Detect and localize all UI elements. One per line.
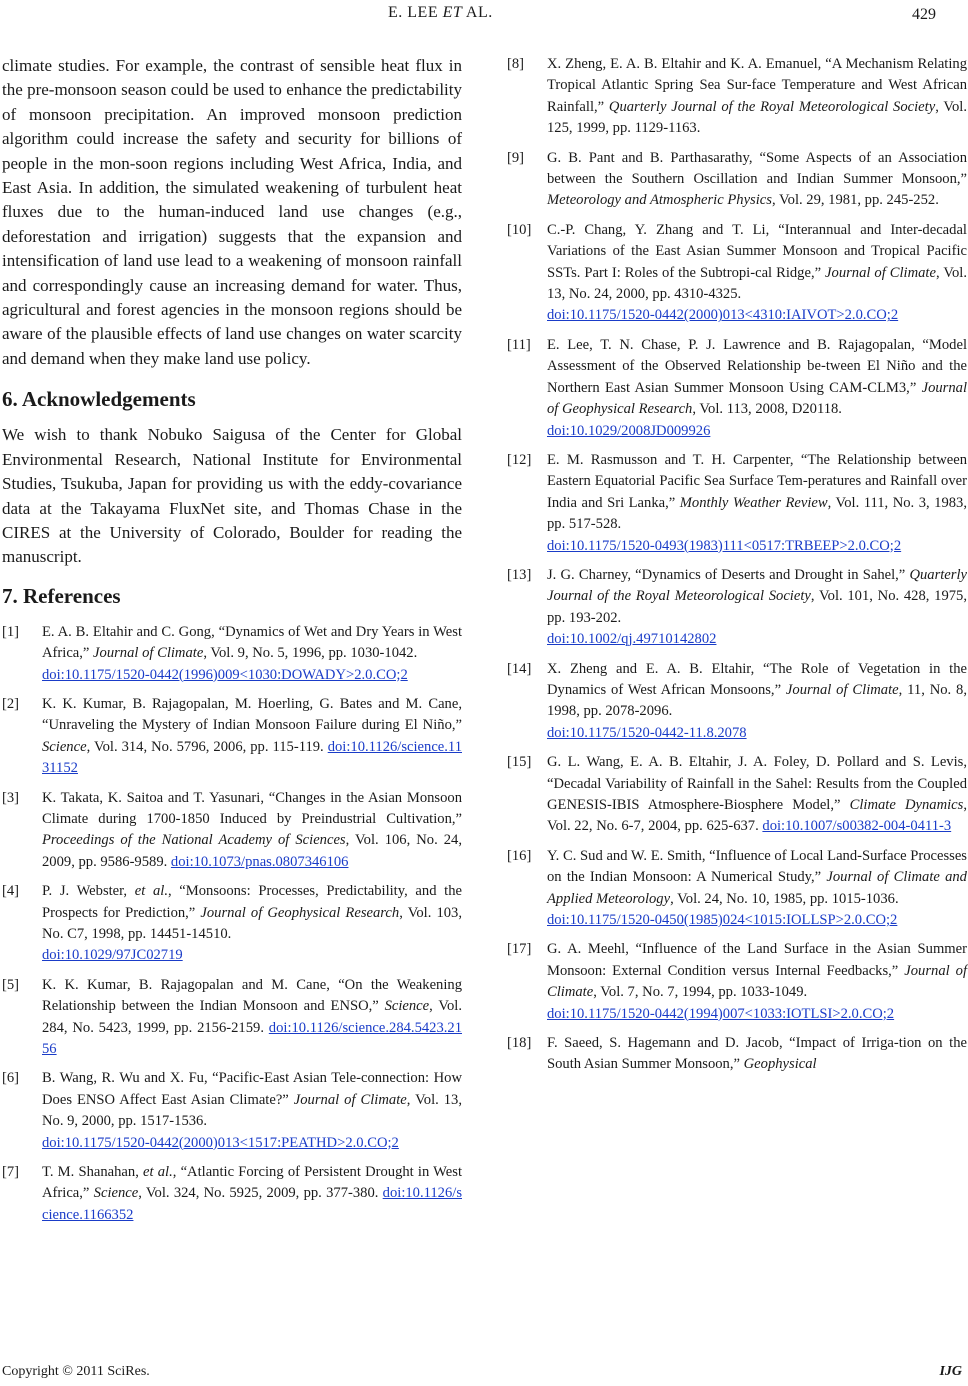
body-paragraph: climate studies. For example, the contrast of sensible heat flux in the pre-monsoon season could be used to enhance the predictability of monsoon precipitation. An improved monsoon prediction algorithm could increase the safety and security for billions of people in the mon-soon regions including West Africa, India, and East Asia. In addition, the simulated weakening of turbulent heat fluxes due to the human-induced land use changes (e.g., deforestation and irrigation) suggests that the expansion and intensification of land use lead to a weakening of monsoon rainfall and correspondingly cause an increasing demand for water. Thus, agricultural and forest agencies in the monsoon regions should be aware of the plausible effects of land use changes on water scarcity and demand when they make land use policy. (2, 56, 462, 368)
doi-link[interactable]: doi:10.1175/1520-0442(2000)013<4310:IAIVOT>2.0.CO;2 (547, 307, 899, 324)
reference-number: [5] (2, 976, 20, 993)
reference-journal: Journal of Climate (93, 645, 204, 662)
reference-text (547, 54, 967, 140)
reference-authors-title: Y. C. Sud and W. E. Smith, “Influence of Local Land-Surface Processes on the Indian Monsoon: A Numerical Study,” (547, 847, 967, 886)
reference-item (2, 881, 462, 967)
reference-authors-title: E. Lee, T. N. Chase, P. J. Lawrence and B. Rajagopalan, “Model Assessment of the Observed Relationship be-tween El Niño and the Northern East Asian Summer Monsoon Using CAM-CLM3,” (547, 336, 967, 396)
reference-list-left (2, 622, 462, 1227)
reference-authors-title: X. Zheng, E. A. B. Eltahir and K. A. Emanuel, “A Mechanism Relating Tropical Atlantic Spring Sea Sur-face Temperature and West African Rainfall,” (547, 56, 967, 115)
reference-item (2, 788, 462, 874)
doi-link[interactable]: doi:10.1175/1520-0442(2000)013<1517:PEATHD>2.0.CO;2 (42, 1134, 399, 1151)
reference-item (507, 752, 967, 838)
reference-item (507, 565, 967, 651)
reference-details: , Vol. 314, No. 5796, 2006, pp. 115-119. (86, 738, 328, 755)
reference-text (547, 659, 967, 745)
reference-text (547, 220, 967, 327)
doi-link[interactable]: doi:10.1073/pnas.0807346106 (170, 853, 349, 870)
reference-text (42, 788, 462, 874)
reference-authors-title: G. A. Meehl, “Influence of the Land Surface in the Asian Summer Monsoon: External Condition versus Internal Feedbacks,” (547, 941, 967, 979)
running-header (0, 4, 968, 24)
author-name: E. LEE (388, 4, 439, 21)
journal-abbrev: IJG (939, 1364, 962, 1379)
reference-number: [14] (507, 660, 532, 677)
reference-details: , 11, No. 8, 1998, pp. 2078-2096. (547, 681, 967, 720)
reference-number: [8] (507, 56, 525, 72)
reference-text (547, 1033, 967, 1076)
reference-authors-title: X. Zheng and E. A. B. Eltahir, “The Role of Vegetation in the Dynamics of West African Monsoons,” (547, 660, 967, 698)
reference-item (507, 335, 967, 442)
reference-number: [3] (2, 789, 20, 806)
doi-link[interactable]: doi:10.1029/2008JD009926 (547, 422, 711, 439)
reference-journal: Journal of Climate (547, 962, 967, 1001)
doi-link[interactable]: doi:10.1175/1520-0450(1985)024<1015:IOLLSP>2.0.CO;2 (547, 912, 898, 929)
reference-authors-title: E. M. Rasmusson and T. H. Carpenter, “The Relationship between Eastern Equatorial Pacific Sea Surface Tem-peratures and Rainfall over India and Sri Lanka,” (547, 451, 967, 511)
reference-item (507, 220, 967, 327)
reference-authors-title: K. Takata, K. Saitoa and T. Yasunari, “Changes in the Asian Monsoon Climate during 1700-1850 Induced by Preindustrial Cultivation,” (42, 789, 462, 827)
reference-journal: Journal of Climate (293, 1091, 407, 1108)
reference-authors-title: K. K. Kumar, B. Rajagopalan and M. Cane, “On the Weakening Relationship between the Indian Monsoon and ENSO,” (42, 976, 462, 1015)
reference-details: , Vol. 113, 2008, D20118. (692, 401, 842, 418)
reference-title: , “Atlantic Forcing of Persistent Drought in West Africa,” (42, 1164, 462, 1202)
reference-number: [12] (507, 451, 532, 468)
reference-details: , Vol. 125, 1999, pp. 1129-1163. (547, 98, 967, 137)
reference-journal: Monthly Weather Review (679, 494, 828, 511)
acknowledgements-text: We wish to thank Nobuko Saigusa of the Center for Global Environmental Research, National Institute for Environmental Studies, Tsukuba, Japan for providing us with the eddy-covariance data at the Takayama FluxNet site, and Thomas Chase in the CIRES at the University of Colorado, Boulder for reading the manuscript. (2, 425, 462, 567)
reference-journal: Journal of Climate and Applied Meteorology (547, 869, 967, 907)
reference-authors-title: J. G. Charney, “Dynamics of Deserts and Drought in Sahel,” (547, 566, 910, 583)
reference-journal: Proceedings of the National Academy of Sciences (42, 832, 346, 849)
reference-item (2, 694, 462, 780)
reference-item (507, 450, 967, 557)
reference-journal: Science (93, 1185, 139, 1202)
reference-journal: Meteorology and Atmospheric Physics (547, 192, 772, 209)
reference-text (547, 450, 967, 557)
reference-number: [11] (507, 336, 531, 353)
reference-text (547, 939, 967, 1025)
reference-text (42, 1162, 462, 1226)
reference-journal: Quarterly Journal of the Royal Meteorological Society (547, 566, 967, 605)
reference-details: , Vol. 103, No. C7, 1998, pp. 14451-14510. (42, 904, 463, 942)
reference-details: , Vol. 7, No. 7, 1994, pp. 1033-1049. (593, 984, 808, 1001)
reference-journal: Science (384, 998, 430, 1015)
reference-number: [17] (507, 941, 532, 958)
reference-text (547, 846, 967, 932)
page-footer (0, 1364, 968, 1384)
reference-authors-title: B. Wang, R. Wu and X. Fu, “Pacific-East Asian Tele-connection: How Does ENSO Affect East Asian Climate?” (42, 1070, 462, 1108)
reference-number: [15] (507, 754, 532, 771)
reference-details: , Vol. 284, No. 5423, 1999, pp. 2156-2159. (42, 998, 462, 1036)
reference-number: [7] (2, 1164, 20, 1181)
references-heading: 7. References (2, 583, 121, 608)
reference-details: , Vol. 24, No. 10, 1985, pp. 1015-1036. (670, 890, 899, 907)
reference-details: , Vol. 29, 1981, pp. 245-252. (771, 192, 939, 209)
reference-authors-title: G. B. Pant and B. Parthasarathy, “Some Aspects of an Association between the Southern Oscillation and Indian Summer Monsoon,” (547, 149, 967, 188)
reference-number: [9] (507, 149, 525, 166)
et-al-text: et al. (134, 883, 168, 900)
reference-details: , Vol. 111, No. 3, 1983, pp. 517-528. (547, 494, 967, 533)
reference-journal: Journal of Geophysical Research (200, 904, 400, 921)
doi-link[interactable]: doi:10.1175/1520-0493(1983)111<0517:TRBEEP>2.0.CO;2 (547, 537, 902, 554)
doi-link[interactable]: doi:10.1126/science.1166352 (42, 1185, 462, 1223)
reference-number: [1] (2, 623, 20, 640)
reference-authors-title: E. A. B. Eltahir and C. Gong, “Dynamics of Wet and Dry Years in West Africa,” (42, 623, 462, 662)
reference-number: [18] (507, 1035, 532, 1052)
reference-details: , Vol. 106, No. 24, 2009, pp. 9586-9589. (42, 832, 462, 870)
reference-item (507, 1033, 967, 1076)
reference-text (547, 335, 967, 442)
reference-item (507, 54, 967, 140)
reference-journal: Geophysical (743, 1056, 817, 1073)
doi-link[interactable]: doi:10.1029/97JC02719 (42, 947, 183, 964)
reference-item (2, 1068, 462, 1154)
doi-link[interactable]: doi:10.1126/science.284.5423.2156 (42, 1019, 462, 1058)
doi-link[interactable]: doi:10.1175/1520-0442(1994)007<1033:IOTLSI>2.0.CO;2 (547, 1005, 895, 1022)
reference-item (507, 846, 967, 932)
reference-authors-title: C.-P. Chang, Y. Zhang and T. Li, “Interannual and Inter-decadal Variations of the East Asian Summer Monsoon and Tropical Pacific SSTs. Part I: Roles of the Subtropi-cal Ridge,” (547, 221, 967, 281)
reference-journal: Journal of Climate (785, 681, 899, 698)
reference-item (507, 148, 967, 212)
reference-text (42, 622, 462, 686)
reference-text (42, 881, 462, 967)
reference-journal: Journal of Climate (825, 264, 936, 281)
reference-text (547, 752, 967, 838)
reference-authors-title: P. J. Webster, (42, 883, 135, 900)
page-number: 429 (912, 6, 936, 23)
left-column (2, 54, 462, 1234)
doi-link[interactable]: doi:10.1175/1520-0442(1996)009<1030:DOWADY>2.0.CO;2 (42, 666, 408, 683)
reference-authors-title: K. K. Kumar, B. Rajagopalan, M. Hoerling, G. Bates and M. Cane, “Unraveling the Mystery of Indian Monsoon Failure during El Niño,” (42, 695, 462, 734)
reference-journal: Science (42, 738, 87, 755)
reference-journal: Journal of Geophysical Research (547, 379, 967, 418)
reference-number: [10] (507, 221, 532, 238)
reference-details: , Vol. 324, No. 5925, 2009, pp. 377-380. (138, 1185, 383, 1202)
doi-link[interactable]: doi:10.1126/science.1131152 (42, 738, 462, 777)
reference-authors-title: F. Saeed, S. Hagemann and D. Jacob, “Impact of Irriga-tion on the South Asian Summer Monsoon,” (547, 1035, 967, 1073)
reference-title: , “Monsoons: Processes, Predictability, and the Prospects for Prediction,” (42, 883, 462, 921)
al-text: AL. (465, 4, 493, 21)
reference-text (42, 694, 462, 780)
reference-item (2, 1162, 462, 1226)
reference-item (2, 975, 462, 1061)
reference-details: , Vol. 9, No. 5, 1996, pp. 1030-1042. (203, 645, 418, 662)
reference-journal: Climate Dynamics (849, 797, 964, 813)
reference-number: [13] (507, 566, 532, 583)
reference-number: [6] (2, 1070, 20, 1087)
reference-number: [4] (2, 883, 20, 900)
reference-number: [16] (507, 847, 532, 864)
copyright-notice: Copyright © 2011 SciRes. (2, 1364, 150, 1379)
reference-list-right (507, 54, 967, 1076)
reference-text (42, 1068, 462, 1154)
doi-link[interactable]: doi:10.1007/s00382-004-0411-3 (762, 818, 952, 835)
reference-item (507, 939, 967, 1025)
reference-text (547, 148, 967, 212)
running-head-authors (388, 4, 493, 22)
reference-item (2, 622, 462, 686)
reference-journal: Quarterly Journal of the Royal Meteorological Society (608, 98, 936, 115)
reference-authors-title: G. L. Wang, E. A. B. Eltahir, J. A. Foley, D. Pollard and S. Levis, “Decadal Variability of Rainfall in the Sahel: Results from the Coupled GENESIS-IBIS Atmosphere-Biosphere Model,” (547, 754, 967, 813)
reference-details: , Vol. 101, No. 428, 1975, pp. 193-202. (547, 588, 967, 626)
doi-link[interactable]: doi:10.1175/1520-0442-11.8.2078 (547, 724, 747, 741)
reference-details: , Vol. 13, No. 9, 2000, pp. 1517-1536. (42, 1091, 462, 1130)
reference-number: [2] (2, 695, 20, 712)
et-text: ET (442, 4, 463, 21)
reference-details: , Vol. 22, No. 6-7, 2004, pp. 625-637. (547, 797, 967, 835)
reference-text (547, 565, 967, 651)
reference-details: , Vol. 13, No. 24, 2000, pp. 4310-4325. (547, 264, 967, 303)
reference-item (507, 659, 967, 745)
reference-authors-title: T. M. Shanahan, (42, 1164, 144, 1181)
reference-text (42, 975, 462, 1061)
right-column (507, 54, 967, 1084)
et-al-text: et al. (143, 1164, 173, 1181)
acknowledgements-heading: 6. Acknowledgements (2, 387, 196, 412)
doi-link[interactable]: doi:10.1002/qj.49710142802 (547, 631, 717, 648)
